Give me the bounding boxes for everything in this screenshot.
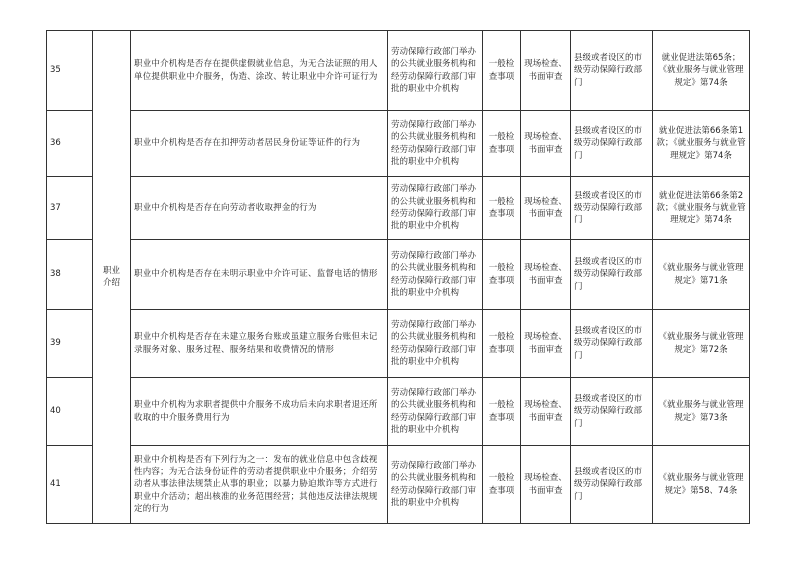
inspection-target: 劳动保障行政部门举办的公共就业服务机构和经劳动保障行政部门审批的职业中介机构 <box>388 378 483 446</box>
table-row <box>47 446 750 524</box>
item-type: 一般检查事项 <box>483 31 521 111</box>
category-cell: 职业 介绍 <box>93 31 131 524</box>
legal-basis: 《就业服务与就业管理规定》第72条 <box>653 310 750 378</box>
inspection-target: 劳动保障行政部门举办的公共就业服务机构和经劳动保障行政部门审批的职业中介机构 <box>388 446 483 524</box>
inspection-target: 劳动保障行政部门举办的公共就业服务机构和经劳动保障行政部门审批的职业中介机构 <box>388 240 483 310</box>
inspection-item: 职业中介机构是否有下列行为之一：发布的就业信息中包含歧视性内容；为无合法身份证件的劳动者提供职业中介服务；介绍劳动者从事法律法规禁止从事的职业；以暴力胁迫欺诈等方式进行职业中介活动；超出核准的业务范围经营；其他违反法律法规规定的行为 <box>131 446 388 524</box>
item-type: 一般检查事项 <box>483 240 521 310</box>
legal-basis: 《就业服务与就业管理规定》第71条 <box>653 240 750 310</box>
responsible-department: 县级或者设区的市级劳动保障行政部门 <box>571 177 653 240</box>
inspection-method: 现场检查、书面审查 <box>521 310 571 378</box>
inspection-item: 职业中介机构为求职者提供中介服务不成功后未向求职者退还所收取的中介服务费用行为 <box>131 378 388 446</box>
legal-basis: 就业促进法第65条；《就业服务与就业管理规定》第74条 <box>653 31 750 111</box>
row-number: 39 <box>47 310 93 378</box>
inspection-item: 职业中介机构是否存在扣押劳动者居民身份证等证件的行为 <box>131 111 388 177</box>
inspection-target: 劳动保障行政部门举办的公共就业服务机构和经劳动保障行政部门审批的职业中介机构 <box>388 31 483 111</box>
legal-basis: 《就业服务与就业管理规定》第73条 <box>653 378 750 446</box>
legal-basis: 《就业服务与就业管理规定》第58、74条 <box>653 446 750 524</box>
table-row <box>47 177 750 240</box>
table-row <box>47 111 750 177</box>
row-number: 35 <box>47 31 93 111</box>
inspection-target: 劳动保障行政部门举办的公共就业服务机构和经劳动保障行政部门审批的职业中介机构 <box>388 111 483 177</box>
table-row <box>47 31 750 111</box>
responsible-department: 县级或者设区的市级劳动保障行政部门 <box>571 240 653 310</box>
row-number: 37 <box>47 177 93 240</box>
inspection-method: 现场检查、书面审查 <box>521 446 571 524</box>
row-number: 41 <box>47 446 93 524</box>
item-type: 一般检查事项 <box>483 177 521 240</box>
table-row <box>47 310 750 378</box>
responsible-department: 县级或者设区的市级劳动保障行政部门 <box>571 310 653 378</box>
inspection-table <box>46 30 750 524</box>
legal-basis: 就业促进法第66条第1款；《就业服务与就业管理规定》第74条 <box>653 111 750 177</box>
responsible-department: 县级或者设区的市级劳动保障行政部门 <box>571 446 653 524</box>
inspection-method: 现场检查、书面审查 <box>521 31 571 111</box>
table-row <box>47 240 750 310</box>
table-row <box>47 378 750 446</box>
inspection-target: 劳动保障行政部门举办的公共就业服务机构和经劳动保障行政部门审批的职业中介机构 <box>388 177 483 240</box>
item-type: 一般检查事项 <box>483 378 521 446</box>
inspection-target: 劳动保障行政部门举办的公共就业服务机构和经劳动保障行政部门审批的职业中介机构 <box>388 310 483 378</box>
inspection-item: 职业中介机构是否存在未建立服务台账或虽建立服务台账但未记录服务对象、服务过程、服务结果和收费情况的情形 <box>131 310 388 378</box>
responsible-department: 县级或者设区的市级劳动保障行政部门 <box>571 111 653 177</box>
item-type: 一般检查事项 <box>483 111 521 177</box>
item-type: 一般检查事项 <box>483 446 521 524</box>
inspection-item: 职业中介机构是否存在未明示职业中介许可证、监督电话的情形 <box>131 240 388 310</box>
inspection-item: 职业中介机构是否存在向劳动者收取押金的行为 <box>131 177 388 240</box>
inspection-method: 现场检查、书面审查 <box>521 240 571 310</box>
row-number: 40 <box>47 378 93 446</box>
row-number: 36 <box>47 111 93 177</box>
inspection-method: 现场检查、书面审查 <box>521 378 571 446</box>
responsible-department: 县级或者设区的市级劳动保障行政部门 <box>571 31 653 111</box>
inspection-item: 职业中介机构是否存在提供虚假就业信息，为无合法证照的用人单位提供职业中介服务，伪造、涂改、转让职业中介许可证行为 <box>131 31 388 111</box>
item-type: 一般检查事项 <box>483 310 521 378</box>
inspection-method: 现场检查、书面审查 <box>521 177 571 240</box>
row-number: 38 <box>47 240 93 310</box>
legal-basis: 就业促进法第66条第2款；《就业服务与就业管理规定》第74条 <box>653 177 750 240</box>
inspection-method: 现场检查、书面审查 <box>521 111 571 177</box>
responsible-department: 县级或者设区的市级劳动保障行政部门 <box>571 378 653 446</box>
